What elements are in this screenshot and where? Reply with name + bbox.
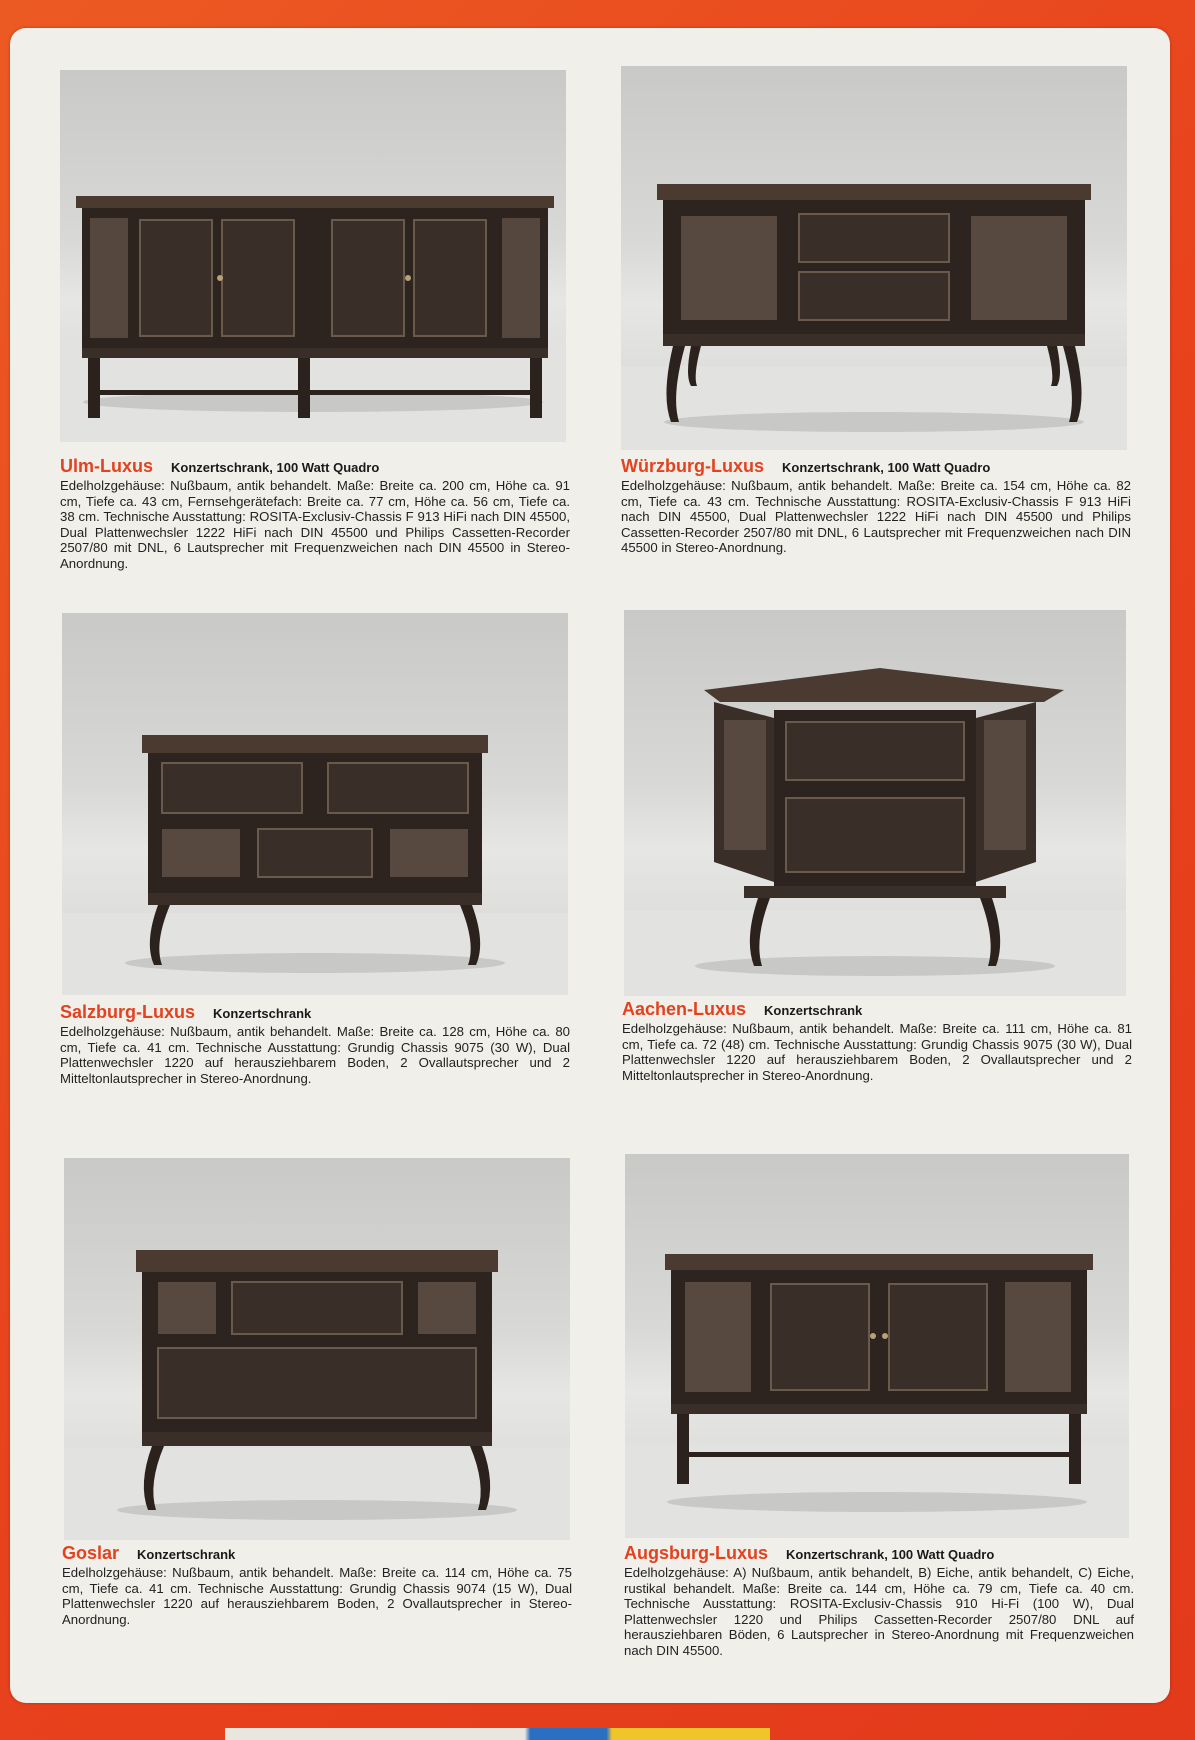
product-photo-wuerzburg-luxus	[621, 66, 1127, 450]
model-description: Edelholzgehäuse: Nußbaum, antik behandelt. Maße: Breite ca. 114 cm, Höhe ca. 75 cm, Tiefe ca. 41 cm. Technische Ausstattung: Grundig Chassis 9074 (15 W), Dual Plattenwechsler 1220 auf herausziehbarem Boden, 2 Ovallautsprecher in Stereo-Anordnung.	[62, 1565, 572, 1627]
model-description: Edelholzgehäuse: Nußbaum, antik behandelt. Maße: Breite ca. 111 cm, Höhe ca. 81 cm, Tiefe ca. 72 (48) cm. Technische Ausstattung: Grundig Chassis 9075 (30 W), Dual Plattenwechsler 1220 auf herausziehbarem Boden, 2 Ovallautsprecher und 2 Mitteltonlautsprecher in Stereo-Anordnung.	[622, 1021, 1132, 1083]
sideboard-illustration	[60, 70, 566, 442]
product-photo-augsburg-luxus	[625, 1154, 1129, 1538]
model-description: Edelholzgehäuse: Nußbaum, antik behandelt. Maße: Breite ca. 128 cm, Höhe ca. 80 cm, Tiefe ca. 41 cm. Technische Ausstattung: Grundig Chassis 9075 (30 W), Dual Plattenwechsler 1220 auf herausziehbarem Boden, 2 Ovallautsprecher und 2 Mitteltonlautsprecher in Stereo-Anordnung.	[60, 1024, 570, 1086]
model-name: Goslar	[62, 1543, 120, 1563]
model-type: Konzertschrank, 100 Watt Quadro	[786, 1547, 995, 1562]
cabinet-illustration	[621, 66, 1127, 450]
model-name: Salzburg-Luxus	[60, 1002, 196, 1022]
product-photo-goslar	[64, 1158, 570, 1540]
product-photo-ulm-luxus	[60, 70, 566, 442]
model-name: Würzburg-Luxus	[621, 456, 764, 476]
product-photo-salzburg-luxus	[62, 613, 568, 995]
product-entry-salzburg-luxus	[60, 1003, 570, 1086]
product-entry-goslar	[62, 1544, 572, 1627]
model-description: Edelholzgehäuse: Nußbaum, antik behandelt. Maße: Breite ca. 154 cm, Höhe ca. 82 cm, Tiefe ca. 43 cm. Technische Ausstattung: ROSITA-Exclusiv-Chassis F 913 HiFi nach DIN 45500, Dual Plattenwechsler 1222 HiFi nach DIN 45500 und Philips Cassetten-Recorder 2507/80 mit DNL, 6 Lautsprecher mit Frequenzweichen nach DIN 45500 in Stereo-Anordnung.	[621, 478, 1131, 556]
model-type: Konzertschrank, 100 Watt Quadro	[171, 460, 380, 475]
catalog-page	[10, 28, 1170, 1703]
cabinet-illustration	[64, 1158, 570, 1540]
cabinet-illustration	[62, 613, 568, 995]
sideboard-illustration	[625, 1154, 1129, 1538]
model-description: Edelholzgehäuse: Nußbaum, antik behandelt. Maße: Breite ca. 200 cm, Höhe ca. 91 cm, Tiefe ca. 43 cm, Fernsehgerätefach: Breite ca. 77 cm, Höhe ca. 56 cm, Tiefe ca. 38 cm. Technische Ausstattung: ROSITA-Exclusiv-Chassis F 913 HiFi nach DIN 45500, Dual Plattenwechsler 1222 HiFi nach DIN 45500 und Philips Cassetten-Recorder 2507/80 mit DNL, 6 Lautsprecher mit Frequenzweichen nach DIN 45500 in Stereo-Anordnung.	[60, 478, 570, 571]
product-entry-augsburg-luxus	[624, 1544, 1134, 1659]
bottom-color-strip	[225, 1728, 770, 1740]
model-name: Augsburg-Luxus	[624, 1543, 768, 1563]
product-entry-ulm-luxus	[60, 457, 570, 572]
product-entry-wuerzburg-luxus	[621, 457, 1131, 556]
model-description: Edelholzgehäuse: A) Nußbaum, antik behandelt, B) Eiche, antik behandelt, C) Eiche, rustikal behandelt. Maße: Breite ca. 144 cm, Höhe ca. 79 cm, Tiefe ca. 40 cm. Technische Ausstattung: ROSITA-Exclusiv-Chassis 910 Hi-Fi (100 W), Dual Plattenwechsler 1220 und Philips Cassetten-Recorder 2507/80 DNL auf herausziehbaren Böden, 6 Lautsprecher in Stereo-Anordnung mit Frequenzweichen nach DIN 45500.	[624, 1565, 1134, 1658]
model-name: Aachen-Luxus	[622, 999, 747, 1019]
model-type: Konzertschrank, 100 Watt Quadro	[781, 460, 991, 475]
model-type: Konzertschrank	[213, 1006, 312, 1021]
model-type: Konzertschrank	[764, 1003, 863, 1018]
corner-cabinet-illustration	[624, 610, 1126, 996]
model-type: Konzertschrank	[137, 1547, 236, 1562]
product-entry-aachen-luxus	[622, 1000, 1132, 1083]
product-photo-aachen-luxus	[624, 610, 1126, 996]
model-name: Ulm-Luxus	[60, 456, 154, 476]
